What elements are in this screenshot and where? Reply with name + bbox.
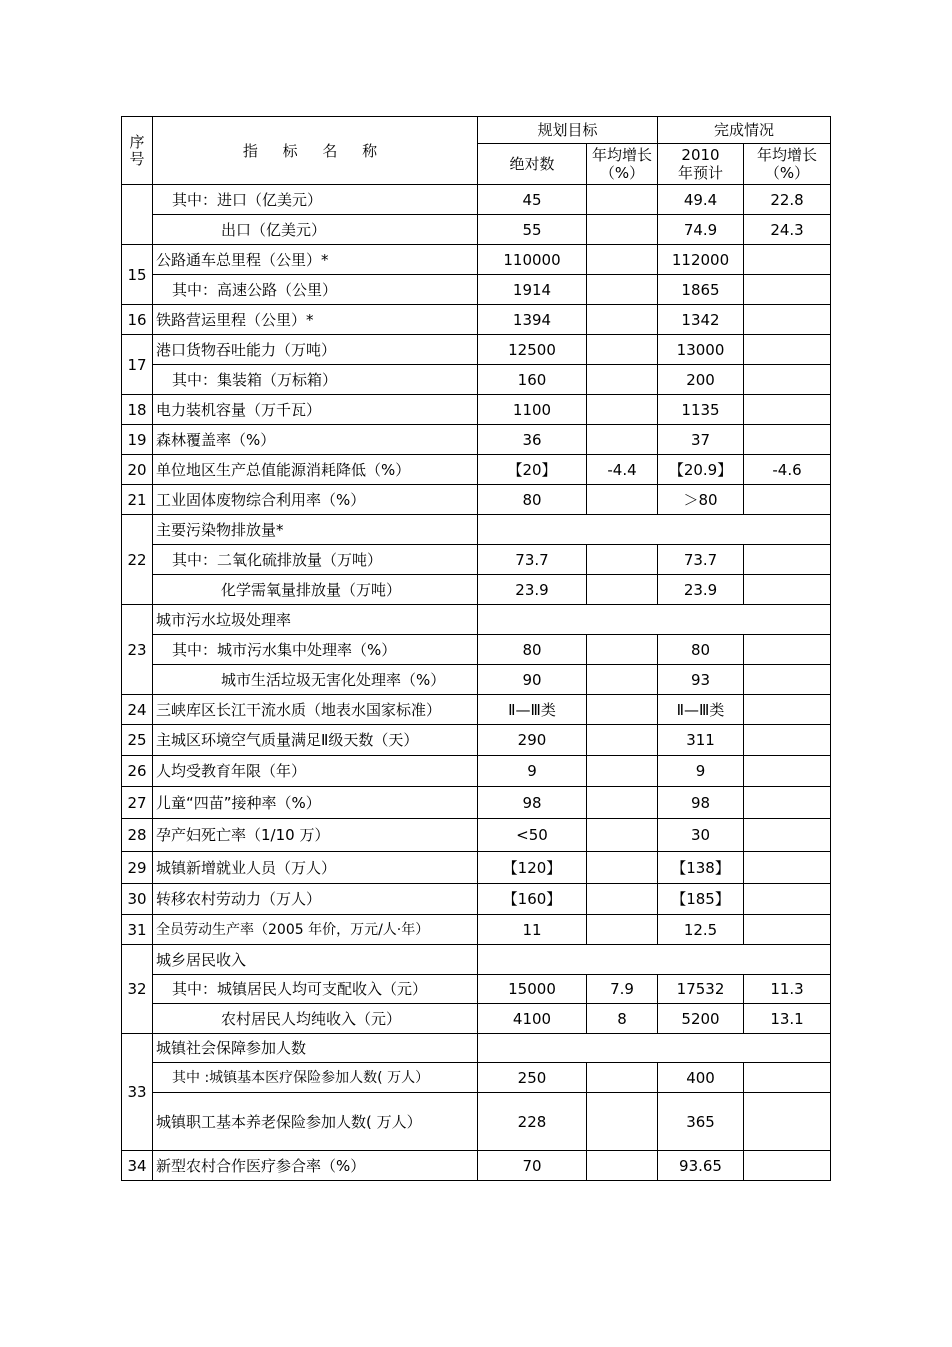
plan-growth-cell: 8 xyxy=(587,1004,658,1034)
plan-growth-cell xyxy=(587,395,658,425)
plan-cell: 228 xyxy=(478,1093,587,1151)
plan-cell: 70 xyxy=(478,1151,587,1181)
actual-cell: 1342 xyxy=(658,305,744,335)
plan-cell: 1100 xyxy=(478,395,587,425)
plan-cell: 290 xyxy=(478,725,587,756)
plan-growth-cell xyxy=(587,884,658,915)
name-cell: 城市污水垃圾处理率 xyxy=(153,605,478,635)
name-cell: 城乡居民收入 xyxy=(153,945,478,975)
name-cell: 森林覆盖率（%） xyxy=(153,425,478,455)
seq-cell: 17 xyxy=(122,335,153,395)
actual-cell: 98 xyxy=(658,787,744,819)
header-absolute: 绝对数 xyxy=(478,144,587,185)
plan-growth-cell xyxy=(587,1093,658,1151)
actual-growth-cell xyxy=(744,1063,831,1093)
seq-cell: 21 xyxy=(122,485,153,515)
actual-cell: Ⅱ—Ⅲ类 xyxy=(658,695,744,725)
seq-cell: 31 xyxy=(122,915,153,945)
table-row xyxy=(122,1034,831,1063)
plan-cell: 1914 xyxy=(478,275,587,305)
actual-cell: 80 xyxy=(658,635,744,665)
name-cell: 其中：高速公路（公里） xyxy=(153,275,478,305)
table-row xyxy=(122,1151,831,1181)
actual-cell: 30 xyxy=(658,819,744,852)
table-row xyxy=(122,455,831,485)
table-row xyxy=(122,365,831,395)
actual-cell: 9 xyxy=(658,756,744,787)
actual-growth-cell xyxy=(744,665,831,695)
name-cell: 孕产妇死亡率（1/10 万） xyxy=(153,819,478,852)
plan-cell: 160 xyxy=(478,365,587,395)
plan-growth-cell xyxy=(587,787,658,819)
table-row xyxy=(122,485,831,515)
empty-cell xyxy=(478,1034,831,1063)
table-row xyxy=(122,695,831,725)
seq-cell: 32 xyxy=(122,945,153,1034)
actual-growth-cell xyxy=(744,275,831,305)
actual-cell: 112000 xyxy=(658,245,744,275)
seq-cell: 16 xyxy=(122,305,153,335)
plan-growth-cell xyxy=(587,245,658,275)
plan-growth-cell xyxy=(587,852,658,884)
table-row xyxy=(122,275,831,305)
name-cell: 城镇新增就业人员（万人） xyxy=(153,852,478,884)
actual-cell: 365 xyxy=(658,1093,744,1151)
actual-cell: 1865 xyxy=(658,275,744,305)
actual-growth-cell xyxy=(744,635,831,665)
empty-cell xyxy=(478,515,831,545)
plan-growth-cell xyxy=(587,575,658,605)
actual-growth-cell xyxy=(744,915,831,945)
seq-cell: 25 xyxy=(122,725,153,756)
actual-cell: 【20.9】 xyxy=(658,455,744,485)
actual-growth-cell xyxy=(744,425,831,455)
header-growth-2: 年均增长（%） xyxy=(744,144,831,185)
plan-growth-cell: 7.9 xyxy=(587,975,658,1004)
plan-growth-cell xyxy=(587,1063,658,1093)
plan-cell: 23.9 xyxy=(478,575,587,605)
actual-growth-cell xyxy=(744,365,831,395)
plan-cell: 9 xyxy=(478,756,587,787)
table-row xyxy=(122,515,831,545)
name-cell: 港口货物吞吐能力（万吨） xyxy=(153,335,478,365)
header-row-1 xyxy=(122,117,831,144)
table-row xyxy=(122,1063,831,1093)
actual-growth-cell: 11.3 xyxy=(744,975,831,1004)
plan-cell: 80 xyxy=(478,635,587,665)
name-cell: 电力装机容量（万千瓦） xyxy=(153,395,478,425)
actual-cell: 49.4 xyxy=(658,185,744,215)
actual-cell: 37 xyxy=(658,425,744,455)
actual-growth-cell xyxy=(744,852,831,884)
name-cell: 人均受教育年限（年） xyxy=(153,756,478,787)
name-cell: 三峡库区长江干流水质（地表水国家标准） xyxy=(153,695,478,725)
actual-cell: 400 xyxy=(658,1063,744,1093)
actual-growth-cell xyxy=(744,725,831,756)
name-cell: 农村居民人均纯收入（元） xyxy=(153,1004,478,1034)
plan-cell: 73.7 xyxy=(478,545,587,575)
name-cell: 单位地区生产总值能源消耗降低（%） xyxy=(153,455,478,485)
name-cell: 转移农村劳动力（万人） xyxy=(153,884,478,915)
actual-cell: 93 xyxy=(658,665,744,695)
name-cell: 全员劳动生产率（2005 年价，万元/人·年） xyxy=(153,915,478,945)
plan-growth-cell xyxy=(587,365,658,395)
name-cell: 其中：二氧化硫排放量（万吨） xyxy=(153,545,478,575)
plan-growth-cell: -4.4 xyxy=(587,455,658,485)
plan-growth-cell xyxy=(587,335,658,365)
table-row xyxy=(122,425,831,455)
table-row xyxy=(122,975,831,1004)
table-row xyxy=(122,665,831,695)
name-cell: 工业固体废物综合利用率（%） xyxy=(153,485,478,515)
name-cell: 城市生活垃圾无害化处理率（%） xyxy=(153,665,478,695)
seq-cell: 20 xyxy=(122,455,153,485)
actual-growth-cell xyxy=(744,787,831,819)
actual-cell: 【138】 xyxy=(658,852,744,884)
table-row xyxy=(122,756,831,787)
plan-cell: 250 xyxy=(478,1063,587,1093)
name-cell: 其中：城镇居民人均可支配收入（元） xyxy=(153,975,478,1004)
plan-growth-cell xyxy=(587,635,658,665)
table-row xyxy=(122,395,831,425)
plan-cell: 1394 xyxy=(478,305,587,335)
actual-growth-cell xyxy=(744,305,831,335)
plan-growth-cell xyxy=(587,725,658,756)
table-row xyxy=(122,915,831,945)
actual-growth-cell xyxy=(744,884,831,915)
plan-growth-cell xyxy=(587,756,658,787)
plan-cell: 98 xyxy=(478,787,587,819)
table-row xyxy=(122,884,831,915)
name-cell: 主要污染物排放量* xyxy=(153,515,478,545)
header-plan-group: 规划目标 xyxy=(478,117,658,144)
plan-growth-cell xyxy=(587,215,658,245)
table-row xyxy=(122,635,831,665)
seq-cell: 15 xyxy=(122,245,153,305)
table-row xyxy=(122,725,831,756)
empty-cell xyxy=(478,605,831,635)
table-row xyxy=(122,335,831,365)
actual-cell: 73.7 xyxy=(658,545,744,575)
seq-cell: 24 xyxy=(122,695,153,725)
table-row xyxy=(122,605,831,635)
header-seq: 序号 xyxy=(122,117,153,185)
seq-cell xyxy=(122,185,153,245)
name-cell: 其中：进口（亿美元） xyxy=(153,185,478,215)
actual-cell: 23.9 xyxy=(658,575,744,605)
plan-cell: 12500 xyxy=(478,335,587,365)
actual-growth-cell xyxy=(744,575,831,605)
name-cell: 化学需氧量排放量（万吨） xyxy=(153,575,478,605)
header-growth: 年均增长（%） xyxy=(587,144,658,185)
table-row xyxy=(122,787,831,819)
actual-growth-cell: 24.3 xyxy=(744,215,831,245)
table-row xyxy=(122,545,831,575)
name-cell: 公路通车总里程（公里）* xyxy=(153,245,478,275)
table-row xyxy=(122,1093,831,1151)
table-row xyxy=(122,245,831,275)
seq-cell: 29 xyxy=(122,852,153,884)
plan-cell: 4100 xyxy=(478,1004,587,1034)
actual-cell: 93.65 xyxy=(658,1151,744,1181)
actual-cell: 12.5 xyxy=(658,915,744,945)
name-cell: 城镇职工基本养老保险参加人数( 万人） xyxy=(153,1093,478,1151)
empty-cell xyxy=(478,945,831,975)
seq-cell: 18 xyxy=(122,395,153,425)
plan-cell: 11 xyxy=(478,915,587,945)
actual-growth-cell xyxy=(744,1151,831,1181)
plan-growth-cell xyxy=(587,425,658,455)
seq-cell: 28 xyxy=(122,819,153,852)
table-row xyxy=(122,185,831,215)
actual-cell: 311 xyxy=(658,725,744,756)
plan-cell: Ⅱ—Ⅲ类 xyxy=(478,695,587,725)
actual-cell: 5200 xyxy=(658,1004,744,1034)
actual-cell: 【185】 xyxy=(658,884,744,915)
name-cell: 儿童“四苗”接种率（%） xyxy=(153,787,478,819)
actual-cell: 17532 xyxy=(658,975,744,1004)
actual-cell: 13000 xyxy=(658,335,744,365)
name-cell: 出口（亿美元） xyxy=(153,215,478,245)
seq-cell: 26 xyxy=(122,756,153,787)
name-cell: 新型农村合作医疗参合率（%） xyxy=(153,1151,478,1181)
plan-cell: 【20】 xyxy=(478,455,587,485)
table-row xyxy=(122,852,831,884)
indicator-table xyxy=(121,116,831,1181)
plan-growth-cell xyxy=(587,305,658,335)
plan-cell: 55 xyxy=(478,215,587,245)
actual-growth-cell: -4.6 xyxy=(744,455,831,485)
plan-cell: 【120】 xyxy=(478,852,587,884)
actual-growth-cell xyxy=(744,695,831,725)
seq-cell: 30 xyxy=(122,884,153,915)
seq-cell: 22 xyxy=(122,515,153,605)
plan-cell: 80 xyxy=(478,485,587,515)
plan-cell: 【160】 xyxy=(478,884,587,915)
table-row xyxy=(122,819,831,852)
header-actual-group: 完成情况 xyxy=(658,117,831,144)
actual-cell: 1135 xyxy=(658,395,744,425)
actual-growth-cell xyxy=(744,335,831,365)
plan-growth-cell xyxy=(587,695,658,725)
name-cell: 主城区环境空气质量满足Ⅱ级天数（天） xyxy=(153,725,478,756)
actual-cell: 200 xyxy=(658,365,744,395)
actual-growth-cell xyxy=(744,756,831,787)
plan-cell: <50 xyxy=(478,819,587,852)
plan-growth-cell xyxy=(587,1151,658,1181)
actual-growth-cell xyxy=(744,245,831,275)
plan-growth-cell xyxy=(587,545,658,575)
plan-growth-cell xyxy=(587,819,658,852)
header-est-2010: 2010 年预计 xyxy=(658,144,744,185)
plan-cell: 45 xyxy=(478,185,587,215)
plan-cell: 36 xyxy=(478,425,587,455)
name-cell: 其中：城市污水集中处理率（%） xyxy=(153,635,478,665)
plan-growth-cell xyxy=(587,185,658,215)
seq-cell: 23 xyxy=(122,605,153,695)
actual-growth-cell xyxy=(744,395,831,425)
header-name: 指 标 名 称 xyxy=(153,117,478,185)
plan-growth-cell xyxy=(587,275,658,305)
seq-cell: 34 xyxy=(122,1151,153,1181)
actual-growth-cell: 13.1 xyxy=(744,1004,831,1034)
plan-growth-cell xyxy=(587,915,658,945)
actual-cell: 74.9 xyxy=(658,215,744,245)
actual-growth-cell xyxy=(744,545,831,575)
table-row xyxy=(122,945,831,975)
name-cell: 其中 :城镇基本医疗保险参加人数( 万人） xyxy=(153,1063,478,1093)
plan-cell: 90 xyxy=(478,665,587,695)
table-row xyxy=(122,215,831,245)
table-row xyxy=(122,305,831,335)
seq-cell: 19 xyxy=(122,425,153,455)
seq-cell: 33 xyxy=(122,1034,153,1151)
table-row xyxy=(122,575,831,605)
name-cell: 铁路营运里程（公里）* xyxy=(153,305,478,335)
plan-cell: 110000 xyxy=(478,245,587,275)
actual-growth-cell xyxy=(744,819,831,852)
actual-growth-cell xyxy=(744,485,831,515)
seq-cell: 27 xyxy=(122,787,153,819)
table-row xyxy=(122,1004,831,1034)
actual-growth-cell xyxy=(744,1093,831,1151)
actual-growth-cell: 22.8 xyxy=(744,185,831,215)
plan-growth-cell xyxy=(587,485,658,515)
name-cell: 城镇社会保障参加人数 xyxy=(153,1034,478,1063)
plan-growth-cell xyxy=(587,665,658,695)
name-cell: 其中：集装箱（万标箱） xyxy=(153,365,478,395)
plan-cell: 15000 xyxy=(478,975,587,1004)
actual-cell: ＞80 xyxy=(658,485,744,515)
